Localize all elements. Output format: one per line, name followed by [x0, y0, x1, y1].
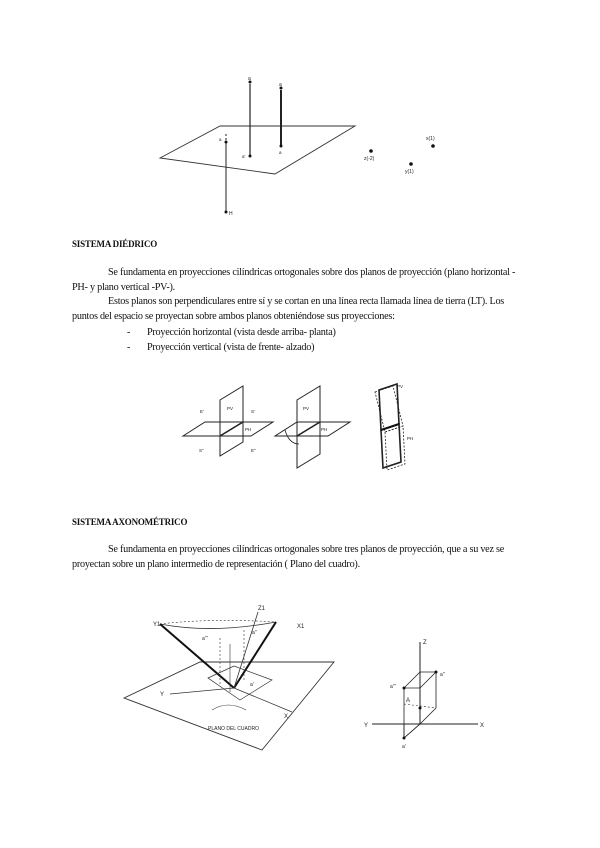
figure-dihedral-planes: [175, 378, 435, 478]
label-b-a2: a'': [440, 672, 445, 678]
label-b-a1: a': [402, 744, 406, 750]
point-a-low: [280, 145, 283, 148]
plano-del-cuadro: [124, 662, 334, 750]
list-dash: -: [127, 342, 131, 353]
point-y: [409, 162, 413, 166]
figure-axonometric-axes: [360, 632, 490, 752]
label-e1: E': [200, 409, 204, 414]
label-x: x(1): [426, 136, 435, 142]
dihedral-figure-b: [275, 386, 350, 468]
label-s2: S'': [199, 448, 204, 453]
label-a2: a'': [252, 630, 257, 636]
label-pv-b: PV: [303, 406, 310, 411]
label-axis-x: X: [480, 723, 485, 729]
list-item: [127, 325, 336, 340]
label-y1: Y1: [153, 622, 161, 628]
point-x: [431, 144, 435, 148]
projection-plane: [160, 126, 355, 174]
point-z: [369, 149, 373, 153]
label-axis-z: Z: [423, 640, 427, 646]
figure-projection-plane: [150, 70, 450, 220]
paragraph-axonometrico: Se fundamenta en proyecciones cilíndricas ortogonales sobre tres planos de proyección, que a su vez se proyectan sobre un plano intermedio de representación ( Plano del cuadro).: [72, 544, 505, 570]
projection-list: [127, 325, 336, 355]
label-b-A: A: [406, 698, 411, 704]
list-dash: -: [127, 327, 131, 338]
label-h: H: [229, 211, 233, 217]
label-pv-a: PV: [227, 406, 234, 411]
section-title-diedrico: SISTEMA DIÉDRICO: [72, 239, 158, 249]
figure-axonometric-plane: [112, 600, 342, 760]
dihedral-figure-c: [375, 384, 413, 470]
label-a-top: a: [248, 76, 251, 82]
list-item-text: Proyección horizontal (vista desde arriba- planta): [147, 327, 336, 338]
label-x1: X1: [297, 624, 305, 630]
label-plano-del-cuadro: PLANO DEL CUADRO: [208, 726, 259, 732]
paragraph-diedrico-2: Estos planos son perpendiculares entre sí y se cortan en una línea recta llamada línea de tierra (LT). Los puntos del espacio se proyectan sobre ambos planos obteniéndose sus proyecciones:: [72, 296, 505, 322]
paragraph-diedrico-1: Se fundamenta en proyecciones cilíndricas ortogonales sobre dos planos de proyección (plano horizontal -PH- y plano vertical -PV-).: [72, 267, 516, 293]
section-title-axonometrico: SISTEMA AXONOMÉTRICO: [72, 517, 188, 527]
label-ph-b: PH: [321, 427, 328, 432]
point-a-prime: [249, 155, 252, 158]
label-e2: E'': [251, 448, 256, 453]
list-item: [127, 340, 336, 355]
label-x: X: [284, 714, 289, 720]
dihedral-figure-a: [183, 386, 273, 456]
label-s1: S': [251, 409, 255, 414]
label-a-plane: a: [219, 137, 222, 142]
label-z: z(-2): [364, 156, 375, 162]
list-item-text: Proyección vertical (vista de frente- alzado): [147, 342, 315, 353]
label-a1: a': [250, 682, 254, 688]
label-a-prime: a': [242, 154, 246, 159]
label-a-low: a: [279, 150, 282, 155]
label-ph-a: PH: [245, 427, 252, 432]
label-y: y(1): [405, 169, 414, 175]
label-y: Y: [160, 692, 165, 698]
label-pv-c: PV: [397, 384, 404, 389]
label-b-a3: a''': [390, 684, 396, 690]
label-axis-y: Y: [364, 723, 369, 729]
label-ph-c: PH: [407, 436, 414, 441]
label-z1: Z1: [258, 606, 266, 612]
label-a3: a''': [202, 636, 208, 642]
label-a-mid: a: [279, 82, 282, 88]
point-a-plane: [225, 141, 228, 144]
point-h: [225, 211, 228, 214]
